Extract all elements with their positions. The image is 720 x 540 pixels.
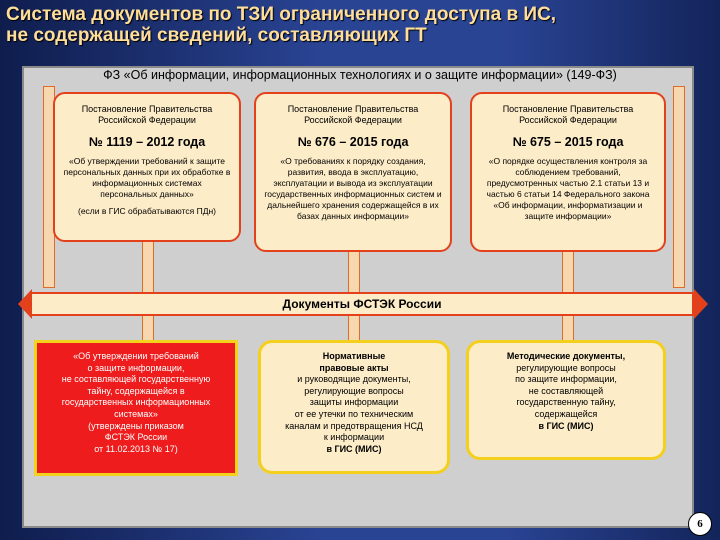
doc-line: регулирующие вопросы (516, 362, 616, 373)
doc-line: государственную тайну, (516, 397, 616, 408)
doc-line: в ГИС (МИС) (538, 420, 594, 431)
doc-line: содержащейся (534, 408, 598, 419)
doc-line: по защите информации, (515, 374, 617, 385)
connector-stem (562, 316, 574, 340)
doc-line: (утверждены приказом (88, 420, 184, 431)
doc-line: ФСТЭК России (104, 432, 168, 443)
doc-line: в ГИС (МИС) (326, 443, 382, 454)
card-note: (если в ГИС обрабатываются ПДн) (78, 206, 216, 216)
card-number: № 676 – 2015 года (297, 135, 409, 149)
doc-line: Методические документы, (506, 351, 626, 361)
doc-line: к информации (323, 432, 385, 443)
doc-line: каналам и предотвращения НСД (285, 420, 423, 431)
decree-card-675 (470, 92, 666, 252)
connector-stem (142, 316, 154, 340)
doc-line: регулирующие вопросы (304, 385, 404, 396)
card-head: Постановление Правительства Российской Федерации (502, 104, 634, 125)
connector-stem (142, 242, 154, 292)
doc-line: системах» (114, 408, 158, 419)
card-description: «О требованиях к порядку создания, развития, ввода в эксплуатацию, эксплуатации и вывода из эксплуатации государственных информационных систем и дальнейшего хранения содержащейся в их базах данных информации» (264, 156, 442, 221)
card-head: Постановление Правительства Российской Федерации (81, 104, 213, 125)
card-number: № 1119 – 2012 года (88, 135, 206, 149)
decree-card-1119 (53, 92, 241, 242)
card-description: «Об утверждении требований к защите персональных данных при их обработке в информационных системах персональных данных» (63, 156, 231, 199)
regulatory-acts-card (258, 340, 450, 474)
connector-stem (348, 252, 360, 292)
doc-line: о защите информации, (87, 362, 185, 373)
doc-line: не составляющей (528, 385, 604, 396)
title-line-1: Система документов по ТЗИ ограниченного доступа в ИС, (6, 4, 557, 25)
doc-line: Нормативные (322, 351, 386, 361)
doc-line: и руководящие документы, (297, 374, 411, 385)
doc-line: государственных информационных (61, 397, 211, 408)
card-number: № 675 – 2015 года (512, 135, 624, 149)
page-number: 6 (688, 512, 712, 536)
connector-stem (348, 316, 360, 340)
fstec-documents-band: Документы ФСТЭК России (30, 292, 694, 316)
decree-card-676 (254, 92, 452, 252)
doc-line: защиты информации (309, 397, 399, 408)
doc-line: от 11.02.2013 № 17) (94, 443, 178, 454)
card-description: «О порядке осуществления контроля за соблюдением требований, предусмотренных частью 2.1 статьи 13 и частью 6 статьи 14 Федерального закона «Об информации, информатизации и защите информации» (486, 156, 650, 221)
doc-line: не составляющей государственную (61, 374, 211, 385)
doc-line: от ее утечки по техническим (294, 408, 414, 419)
connector-stem (562, 252, 574, 292)
law-header: ФЗ «Об информации, информационных технологиях и о защите информации» (149-ФЗ) (103, 68, 617, 82)
doc-line: правовые акты (319, 362, 389, 373)
slide-title (6, 4, 706, 46)
methodical-docs-card (466, 340, 666, 460)
card-head: Постановление Правительства Российской Федерации (287, 104, 419, 125)
doc-line: «Об утверждении требований (73, 351, 199, 361)
doc-line: тайну, содержащейся в (87, 385, 185, 396)
band-arrow-right (694, 289, 708, 319)
fstec-order-17-card (34, 340, 238, 476)
connector-right (673, 86, 685, 288)
title-line-2: не содержащей сведений, составляющих ГТ (6, 25, 427, 46)
